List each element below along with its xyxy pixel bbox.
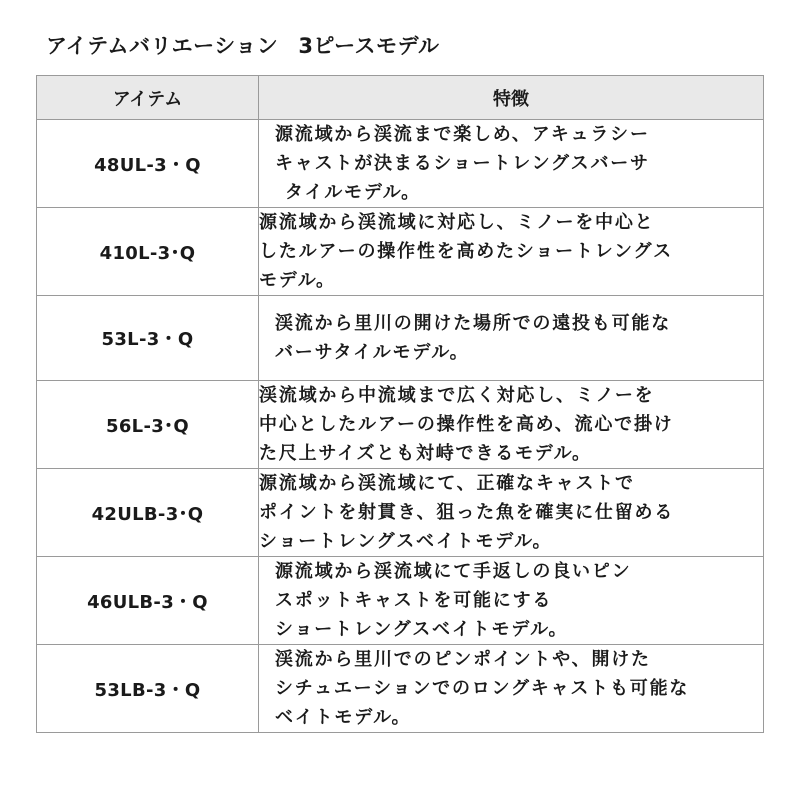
feature-line: したルアーの操作性を高めたショートレングス	[259, 241, 673, 262]
feature-line: ショートレングスベイトモデル。	[275, 619, 569, 640]
feature-line: 渓流域から中流域まで広く対応し、ミノーを	[259, 385, 655, 406]
feature-line: 渓流から里川でのピンポイントや、開けた	[275, 649, 651, 670]
feature-line: 源流域から渓流域に対応し、ミノーを中心と	[259, 212, 655, 233]
feature-line: 源流域から渓流域にて手返しの良いピン	[275, 561, 632, 582]
table-header-row	[37, 76, 764, 120]
page-title-sub: 3ピースモデル	[298, 34, 440, 58]
item-feature	[259, 381, 764, 469]
feature-line: ベイトモデル。	[275, 707, 412, 728]
item-variation-table	[36, 75, 764, 733]
feature-line: タイルモデル。	[285, 182, 421, 203]
feature-line: ポイントを射貫き、狙った魚を確実に仕留める	[259, 502, 675, 523]
table-row	[37, 381, 764, 469]
feature-line: スポットキャストを可能にする	[275, 590, 553, 611]
item-name: 46ULB-3・Q	[37, 557, 259, 645]
table-row	[37, 469, 764, 557]
feature-line: ショートレングスベイトモデル。	[259, 531, 553, 552]
feature-line: モデル。	[259, 270, 336, 291]
item-feature	[259, 557, 764, 645]
item-feature	[259, 120, 764, 208]
item-feature	[259, 296, 764, 381]
table-row	[37, 645, 764, 733]
header-feature: 特徴	[259, 76, 764, 120]
page-title	[46, 30, 439, 60]
item-feature	[259, 469, 764, 557]
table-row	[37, 557, 764, 645]
table-row	[37, 296, 764, 381]
header-item: アイテム	[37, 76, 259, 120]
table-row	[37, 120, 764, 208]
feature-line: た尺上サイズとも対峙できるモデル。	[259, 443, 592, 464]
item-feature	[259, 645, 764, 733]
item-feature	[259, 208, 764, 296]
item-name: 42ULB-3･Q	[37, 469, 259, 557]
feature-line: 渓流から里川の開けた場所での遠投も可能な	[275, 313, 671, 334]
feature-line: キャストが決まるショートレングスバーサ	[275, 153, 650, 174]
feature-line: 中心としたルアーの操作性を高め、流心で掛け	[259, 414, 674, 435]
feature-line: バーサタイルモデル。	[275, 342, 470, 363]
table-row	[37, 208, 764, 296]
item-name: 410L-3･Q	[37, 208, 259, 296]
item-name: 56L-3･Q	[37, 381, 259, 469]
feature-line: 源流域から渓流まで楽しめ、アキュラシー	[275, 124, 650, 145]
item-name: 53L-3・Q	[37, 296, 259, 381]
item-name: 48UL-3・Q	[37, 120, 259, 208]
feature-line: 源流域から渓流域にて、正確なキャストで	[259, 473, 635, 494]
page-title-main: アイテムバリエーション	[46, 34, 279, 58]
feature-line: シチュエーションでのロングキャストも可能な	[275, 678, 690, 699]
item-name: 53LB-3・Q	[37, 645, 259, 733]
